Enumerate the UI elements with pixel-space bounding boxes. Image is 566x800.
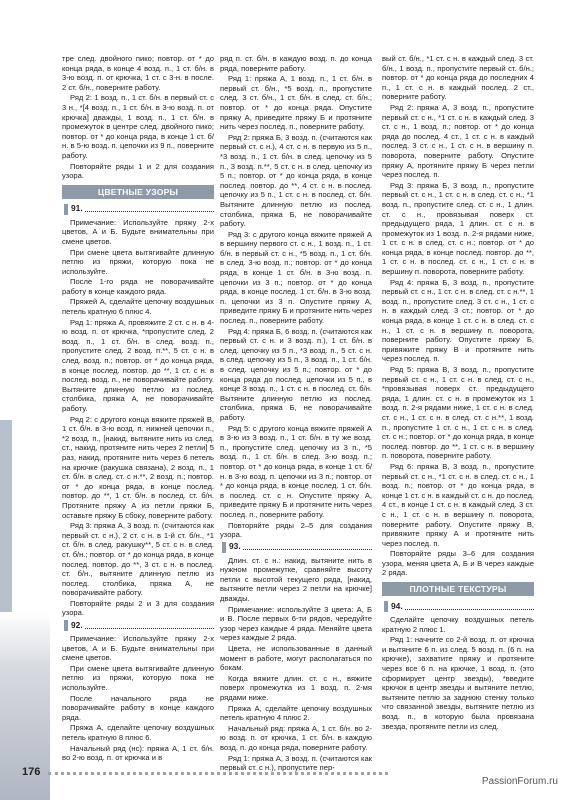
marker — [64, 620, 68, 631]
pattern-number-label: 94. — [391, 600, 403, 611]
paragraph: Пряжей А, сделайте цепочку воздушных петель кратную 6 плюс 4. — [62, 297, 214, 317]
column-2 — [220, 54, 372, 774]
pattern-number — [220, 542, 372, 553]
paragraph: вый ст. б/н., *1 ст. с н. в каждый след. 3 ст. б/н., 1 возд. п., пропустите первый ст. б/н.; повтор. от * до конца ряда до последних 4 п., 1 ст. с н. в каждый послед. 2 ст., поверните работу. — [382, 54, 534, 102]
note: Примечание: Используйте пряжу 2-х цветов, А и Б. Будьте внимательны при смене цветов. — [62, 217, 214, 246]
paragraph: тре след. двойного пико; повтор. от * до конца ряда, в конце 4 возд. п., 1 ст. б/н. в 3-ю возд. п. от крючка, 1 ст. с 3-н. в после. 2 ст. б/н., поверните работу. — [62, 54, 214, 92]
paragraph: Ряд 5: пряжа В, 3 возд. п., пропустите первый ст. с н., 1 ст. с н. в след. ст. с н., *провязывая поверх ст. предыдущего ряда, 1 длин. ст. с н. в промежуток из 1 возд. п. 2-я рядами ниже, 1 ст. с н. в след. ст. с н., 1 ст. с н. в след. ст. с н.**, 1 возд. п., пропустите 1 ст. с н., 1 ст. с н. в след. ст. с н.; повтор. от * до конца ряда, в конце послед. повтор. до **, 1 ст. с н. в вершину п. поворота, поверните работу. — [382, 365, 534, 461]
dotted-leader — [243, 544, 372, 550]
paragraph: Начальный ряд: пряжа А, 1 ст. б/н. во 2-ю возд. п. от крючка, 1 ст. б/н. в каждую возд. п. до конца ряда, поверните работу. — [220, 723, 372, 752]
pattern-number — [62, 204, 214, 215]
watermark: PassionForum.ru — [481, 776, 558, 787]
paragraph: Ряд 1: пряжа А, провяжите 2 ст. с н. в 4-ю возд. п. от крючка, *пропустите след. 2 возд. п., 1 ст. б/н. в след. возд. п., пропустите след. 2 возд. п.**, 5 ст. с н. в след. возд. п.; повтор. от * до конца ряда, в конце послед. повтор. до **, 1 ст. с н. в послед. возд. п., не поворачивайте работу. Вытяните длинную петлю из послед. столбика, пряжа А, не поворачивайте работу. — [62, 317, 214, 413]
paragraph: Ряд 1: пряжа А, 1 возд. п., 1 ст. б/н. в первый ст. б/н., *5 возд. п., пропустите след. 3 ст. б/н., 1 ст. б/н. в след. ст. б/н.; повтор. от * до конца ряда. Опустите пряжу А, приведите пряжу Б и протяните нить через послед. п., поверните работу. — [220, 74, 372, 132]
paragraph: Ряд 4: пряжа Б, 6 возд. п. (считаются как первый ст. с н. и 3 возд. п.), 1 ст. б/н. в след. цепочку из 5 п., *3 возд. п., 5 ст. с н. в след. цепочку из 5 п., 3 возд. п., 1 ст. б/н. в след. цепочку из 5 п.; повтор. от * до конца ряда до послед. цепочки из 5 п., в конце 3 возд. п., 1 ст. с н. в послед. ст. б/н. Вытяните длинную петлю из послед. столбика, пряжа Б, не поворачивайте работу. — [220, 326, 372, 422]
paragraph: Начальный ряд (нс): пряжа А, 1 ст. б/н. во 2-ю возд. п. от крючка и в — [62, 743, 214, 763]
paragraph: ряд п. ст. б/н. в каждую возд. п. до конца ряда, поверните работу. — [220, 54, 372, 73]
paragraph: При смене цвета вытягивайте длинную петлю из пряжи, которую пока не используйте. — [62, 247, 214, 276]
pattern-number — [62, 620, 214, 631]
section-banner: ПЛОТНЫЕ ТЕКСТУРЫ — [382, 582, 534, 596]
paragraph: Длин. ст. с н.: накид, вытяните нить в нужном промежутке, сравняйте высоту петли с высотой текущего ряда, [накид, вытяните петли через 2 петли на крючке] дважды. — [220, 555, 372, 604]
paragraph: Ряд 4: пряжа Б, 3 возд. п., пропустите первый ст. с н., 1 ст. с н. в след. ст. с н.**, 1 возд. п., пропустите след. 3 ст. с н., 1 ст. с н. в каждый след. 3 ст.; повтор. от * до конца ряда, в конце 1 ст. с н. в след. ст. с н., 1 ст. с н. в вершину п. поворота, поверните работу. Опустите пряжу Б, привяжите пряжу В и протяните нить через послед. п. — [382, 277, 534, 364]
marker — [384, 601, 388, 612]
paragraph: При смене цвета вытягивайте длинную петлю из пряжи, которую пока не используйте. — [62, 663, 214, 693]
paragraph: Ряд 1: пряжа А, 3 возд. п. (считаются как первый ст. с н.), пропустите пер- — [220, 753, 372, 773]
paragraph: Ряд 2: пряжа Б, 3 возд. п. (считаются как первый ст. с н.), 4 ст. с н. в первую из 5 п., *3 возд. п., 1 ст. б/н. в след. цепочку из 5 п., 3 возд. п.**, 5 ст. с н. в след. цепочку из 5 п.; повтор. от * до конца ряда, в конце послед. повтор. до **, 4 ст. с н. в послед. цепочку из 5 п., 1 ст. с н. в послед. ст. б/н. Вытяните длинную петлю из послед. столбика, пряжа Б, не поворачивайте работу. — [220, 132, 372, 229]
dotted-leader — [405, 604, 534, 610]
marker — [64, 204, 68, 215]
paragraph: Повторяйте ряды 1 и 2 для создания узора. — [62, 161, 214, 181]
footer-dots — [48, 772, 388, 775]
page-number: 176 — [22, 766, 41, 778]
paragraph: Ряд 6: пряжа В, 3 возд. п., пропустите первый ст. с н., *1 ст. с н. в след. ст. с н., 1 возд. п.; повтор. от * до конца ряда, в конце 1 ст. с н. в каждый ст. с н. до послед. 4 ст., в конце 1 ст. с н. в каждый след. 3 ст. с н., 1 ст. с н. в вершину п. поворота, поверните работу. Опустите пряжу В, привяжите пряжу А и протяните нить через послед. п. — [382, 461, 534, 548]
marker — [222, 542, 226, 553]
paragraph: Ряд 3: с другого конца вяжите пряжей А в вершину первого ст. с н., 1 возд. п., 1 ст. б/н. в первый ст. с н., *5 возд. п., 1 ст. б/н. в след. 3-ю возд. п.; повтор. от * до конца ряда, в конце 1 ст. б/н. в 3-ю возд. п. цепочки из 3 п.; повтор. от * до конца ряда, в конце послед. 1 ст. б/н. в 3-ю возд. п. цепочки из 3 п. Опустите пряжу А, приведите пряжу Б и протяните нить через послед. п., поверните работу. — [220, 229, 372, 326]
paragraph: После начального ряда не поворачивайте работу в конце каждого ряда. — [62, 693, 214, 722]
paragraph: Повторяйте ряды 3–6 для создания узора, меняя цвета А, Б и В через каждые 2 ряда. — [382, 549, 534, 578]
pattern-number-label: 91. — [71, 203, 83, 214]
paragraph: Ряд 2: пряжа А, 3 возд. п., пропустите первый ст. с н., *1 ст. с н. в каждый след. 3 ст. с н., 1 возд. п.; повтор. от * до конца ряда до послед. 4 ст., 1 ст. с н. в каждый послед. 3 ст. с н., 1 ст. с н. в вершину п. поворота, поверните работу. Опустите пряжу А, протяните пряжу Б через петли через послед. п. — [382, 102, 534, 180]
section-banner: ЦВЕТНЫЕ УЗОРЫ — [62, 185, 214, 199]
note: Примечание: используйте 3 цвета: А, Б и В. После первых 6-ти рядов, чередуйте узор через каждые 4 ряда. Меняйте цвета через каждые 2 ряда. — [220, 604, 372, 643]
paragraph: Ряд 2: с другого конца вяжите пряжей В, 1 ст. б/н. в 3-ю возд. п. нижней цепочки п., *2 возд. п., [накид, вытяните нить из след. ст., накид, протяните нить через 2 петли] 5 раз, накид, протяните нить через 6 петель на крючке (ракушка связана), 2 возд. п., 1 ст. б/н. в след. ст. с н.**, 2 возд. п.; повтор. от * до конца ряда, в конце послед. повтор. до **, 1 ст. б/н. в послед. ст. б/н. Протяните пряжу А из петли пряжи Б, оставьте пряжу Б сбоку, поверните работу. — [62, 414, 214, 520]
paragraph: Пряжа А, сделайте цепочку воздушных петель кратную 4 плюс 2. — [220, 703, 372, 723]
paragraph: Повторяйте ряды 2 и 3 для создания узора. — [62, 598, 214, 618]
paragraph: Ряд 5: с другого конца вяжите пряжей А в 3-ю из 3 возд. п., 1 ст. б/н. в ту же возд. п., пропустите след. цепочку из 3 п., *5 возд. п., 1 ст. б/н. в след. 3-ю возд. п.; повтор. от * до конца ряда, в конце 1 ст. б/н. в 3-ю возд. п. цепочки из 3 п.; повтор. от * до конца ряда, в конце послед. 1 ст. б/н. в послед. ст. с н. Опустите пряжу А, приведите пряжу Б и протяните нить через послед. п., поверните работу. — [220, 423, 372, 519]
paragraph: Пряжа А, сделайте цепочку воздушных петель кратную 8 плюс 6. — [62, 723, 214, 742]
pattern-number-label: 92. — [71, 619, 83, 630]
dotted-leader — [85, 623, 214, 629]
paragraph: Повторяйте ряды 2–5 для создания узора. — [220, 520, 372, 540]
paragraph: Ряд 3: пряжа Б, 3 возд. п., пропустите первый ст. с н., 1 ст. с н. в след. ст. с н., *1 возд. п., пропустите след. ст. с н., 1 длин. ст. с н., провязывая поверх ст. предыдущего ряда, 1 длин. ст. с н. в промежуток из 1 возд. п. 2-я рядами ниже, 1 ст. с н. в след. ст. с н.; повтор. от * до конца ряда, в конце послед. повтор. до **, 1 ст. с н. в послед. ст. с н., 1 ст. с н. в вершину п. поворота, поверните работу. — [382, 180, 534, 277]
pattern-number-label: 93. — [229, 541, 241, 552]
column-1 — [62, 54, 214, 764]
paragraph: Сделайте цепочку воздушных петель кратную 2 плюс 1. — [382, 615, 534, 634]
paragraph: Ряд 3: пряжа А, 3 возд. п. (считаются как первый ст. с н.), 2 ст. с н. в 1-й ст. б/н., *1 ст. б/н. в след. ракушку**, 5 ст. с н. в след. ст. б/н.; повтор. от * до конца ряда, в конце послед. повтор. до **, 3 ст. с н. в послед. ст. б/н., вытяните длинную петлю из послед. столбика, пряжа А, не поворачивайте работу. — [62, 521, 214, 598]
note: Примечание: Используйте пряжу 2-х цветов, А и Б. Будьте внимательны при смене цветов. — [62, 634, 214, 663]
paragraph: После 1-го ряда не поворачивайте работу в конце каждого ряда. — [62, 277, 214, 296]
paragraph: Цвета, не использованные в данный момент в работе, могут располагаться по бокам. — [220, 644, 372, 673]
paragraph: Когда вяжите длин. ст. с н., вяжите поверх промежутка из 1 возд. п. 2-мя рядами ниже. — [220, 673, 372, 702]
paragraph: Ряд 1: начните со 2-й возд. п. от крючка и вытяните 6 п. из след. 5 возд. п. (6 п. на крючке), захватите пряжу и протяните через все 6 п. на крючке, 1 возд. п. (это сформирует центр звезды), *введите крючок в центр звезды и вытяните петлю, вытяните петлю за заднюю стенку только что связанной звезды, вытяните петлю из возд. п., в которую была провязана звезда, протяните петли из след. — [382, 635, 534, 731]
pattern-number — [382, 601, 534, 612]
column-3 — [382, 54, 534, 732]
paragraph: Ряд 2: 1 возд. п., 1 ст. б/н. в первый ст. с 3 н., *[4 возд. п., 1 ст. б/н. в 3-ю возд. п. от крючка] дважды, 1 возд. п., 1 ст. б/н. в промежуток в центре след. двойного пико; повтор. от * до конца ряда, в конце 1 ст. б/н. в 5-ю возд. п. цепочки из 9 п., поверните работу. — [62, 93, 214, 160]
dotted-leader — [85, 206, 214, 212]
